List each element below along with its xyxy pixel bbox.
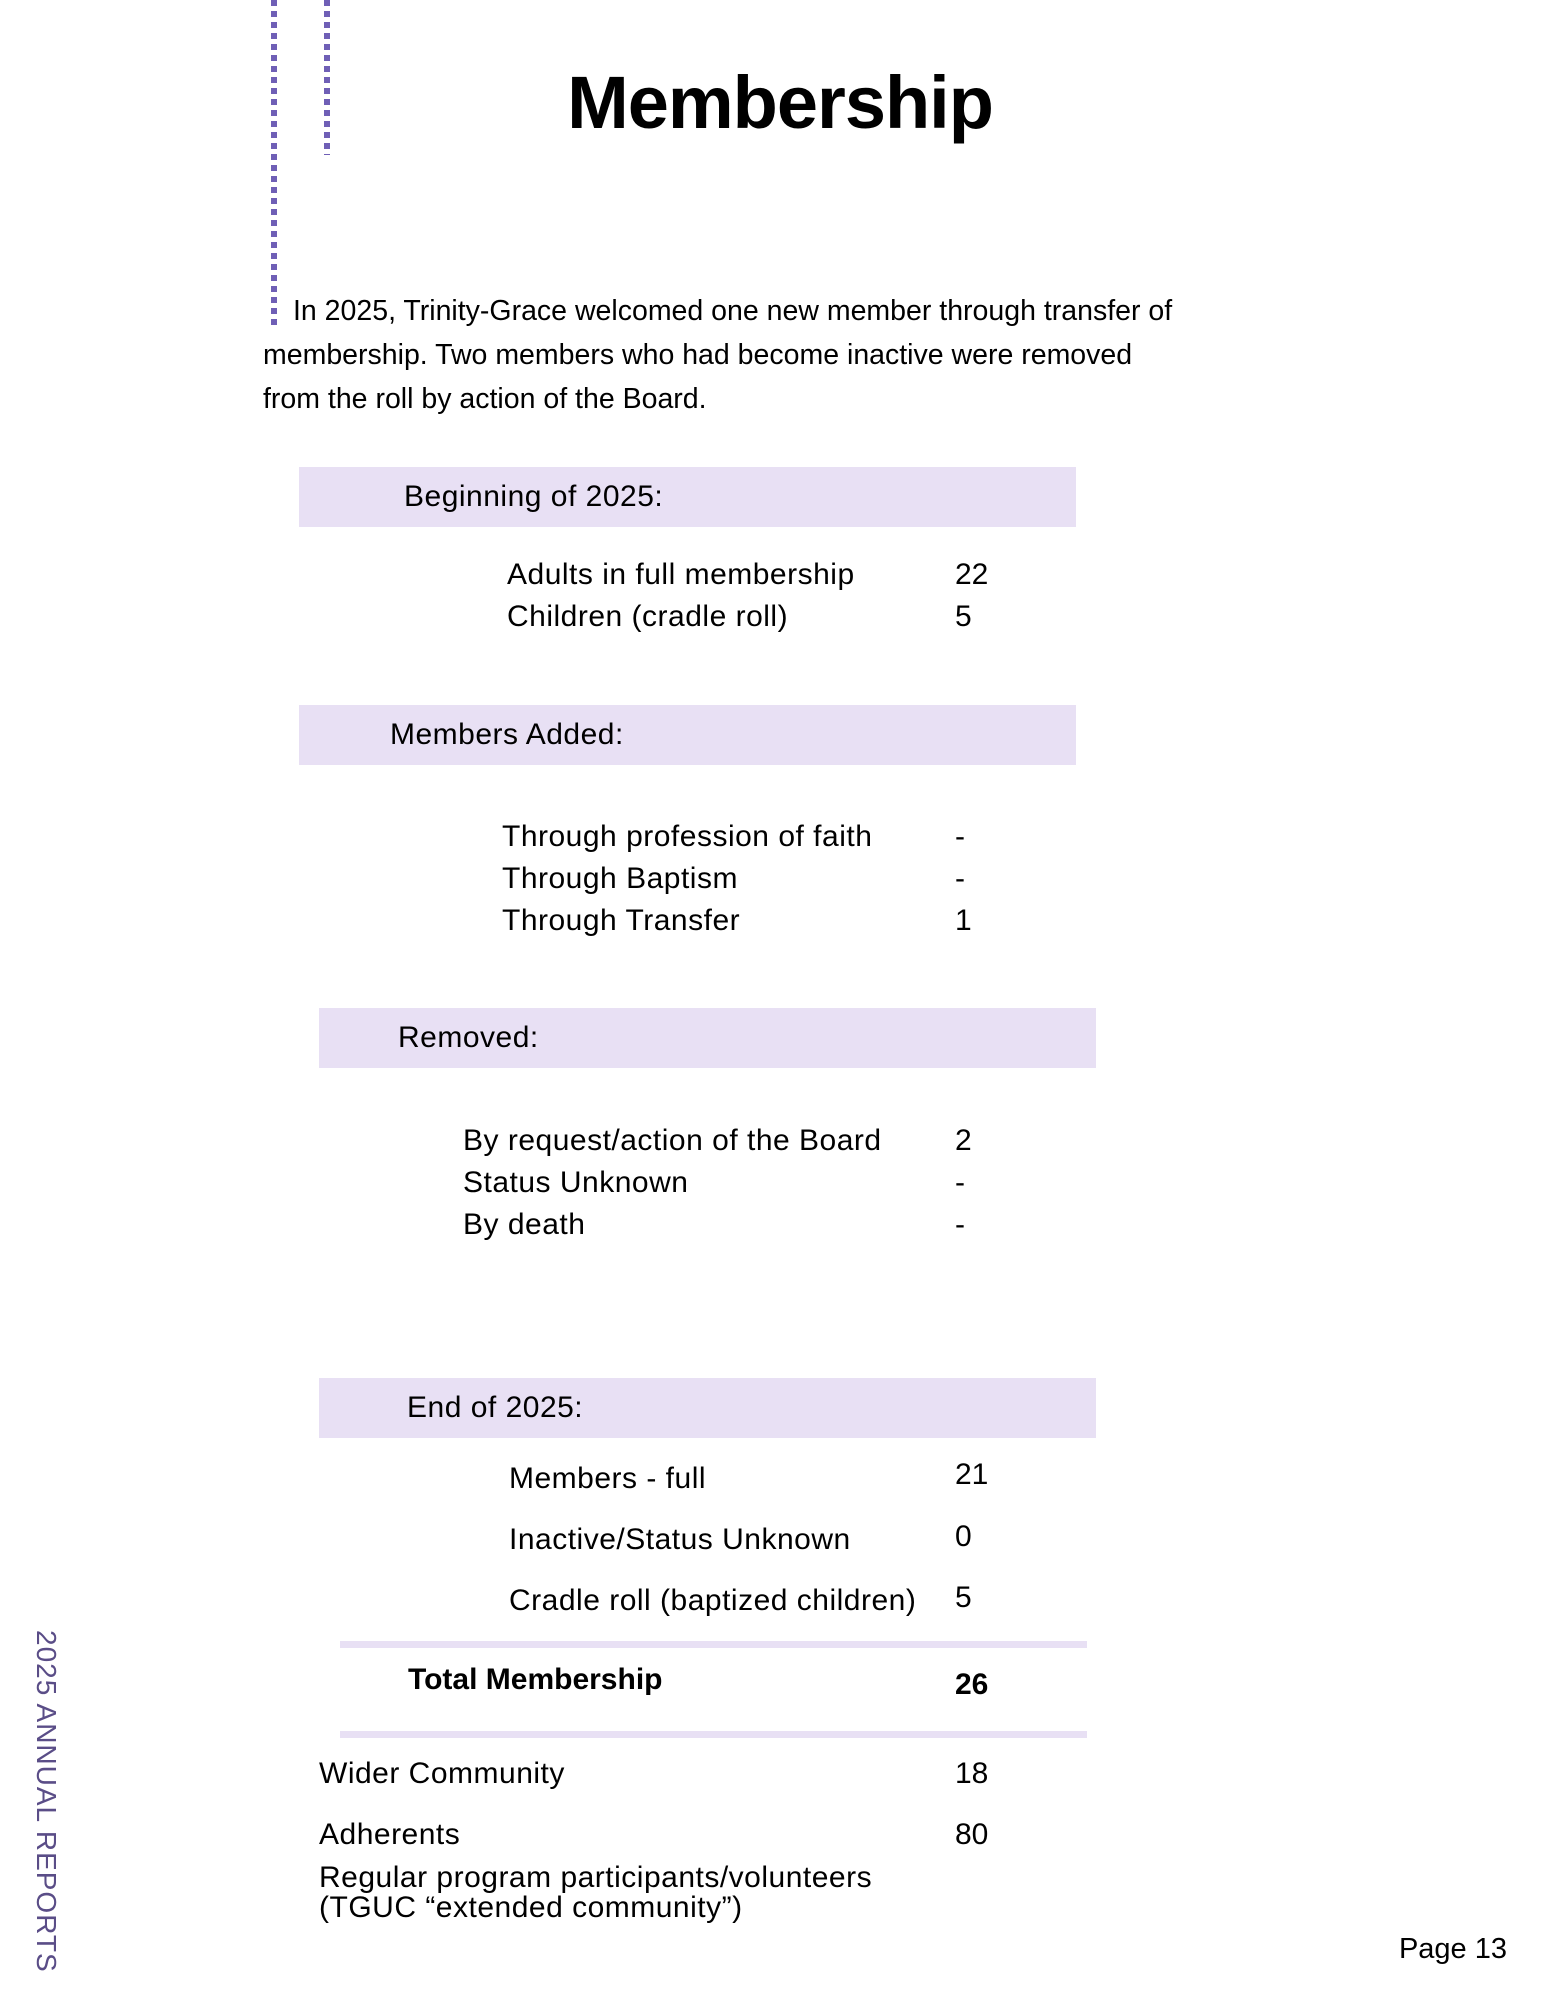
row-value: 22 — [955, 558, 989, 591]
sidebar-report-label: 2025 ANNUAL REPORTS — [31, 1630, 62, 1973]
row-label: Inactive/Status Unknown — [509, 1523, 851, 1556]
section-band-end — [319, 1378, 1096, 1438]
row-value: 1 — [955, 904, 972, 937]
note-line: Regular program participants/volunteers — [319, 1861, 873, 1894]
section-heading: Beginning of 2025: — [404, 480, 664, 513]
section-band-beginning — [299, 467, 1076, 527]
row-value: 18 — [955, 1757, 989, 1790]
row-value: - — [955, 820, 965, 853]
row-label: Cradle roll (baptized children) — [509, 1584, 917, 1617]
row-value: 0 — [955, 1520, 972, 1553]
row-value: - — [955, 1166, 965, 1199]
row-value: - — [955, 1208, 965, 1241]
row-label: Through Transfer — [502, 904, 741, 937]
intro-line: In 2025, Trinity-Grace welcomed one new member through transfer of — [293, 295, 1173, 327]
section-band-added — [299, 705, 1076, 765]
note-line: (TGUC “extended community”) — [319, 1891, 743, 1924]
intro-line: membership. Two members who had become inactive were removed — [263, 339, 1133, 371]
row-value: 5 — [955, 1581, 972, 1614]
section-heading: Removed: — [398, 1021, 539, 1054]
row-value: 80 — [955, 1818, 989, 1851]
row-label: Through Baptism — [502, 862, 738, 895]
section-heading: Members Added: — [390, 718, 624, 751]
intro-line: from the roll by action of the Board. — [263, 383, 707, 415]
row-label: Adherents — [319, 1818, 461, 1851]
total-value: 26 — [955, 1668, 989, 1701]
row-label: By death — [463, 1208, 586, 1241]
page-title: Membership — [567, 61, 993, 144]
row-label: Children (cradle roll) — [507, 600, 789, 633]
row-label: Members - full — [509, 1462, 707, 1495]
row-value: 2 — [955, 1124, 972, 1157]
row-label: Through profession of faith — [502, 820, 873, 853]
extended-community-note — [319, 1863, 872, 1923]
row-label: Status Unknown — [463, 1166, 689, 1199]
row-label: By request/action of the Board — [463, 1124, 882, 1157]
decorative-dotted-line-short — [324, 0, 330, 155]
section-band-removed — [319, 1008, 1096, 1068]
row-label: Wider Community — [319, 1757, 565, 1790]
row-value: - — [955, 862, 965, 895]
page-number: Page 13 — [1398, 1933, 1507, 1965]
row-label: Adults in full membership — [507, 558, 855, 591]
section-heading: End of 2025: — [407, 1391, 584, 1424]
decorative-dotted-line — [271, 0, 277, 325]
divider — [340, 1641, 1087, 1648]
row-value: 21 — [955, 1458, 989, 1491]
row-value: 5 — [955, 600, 972, 633]
divider — [340, 1731, 1087, 1738]
intro-paragraph — [263, 289, 1243, 421]
total-label: Total Membership — [408, 1663, 663, 1696]
